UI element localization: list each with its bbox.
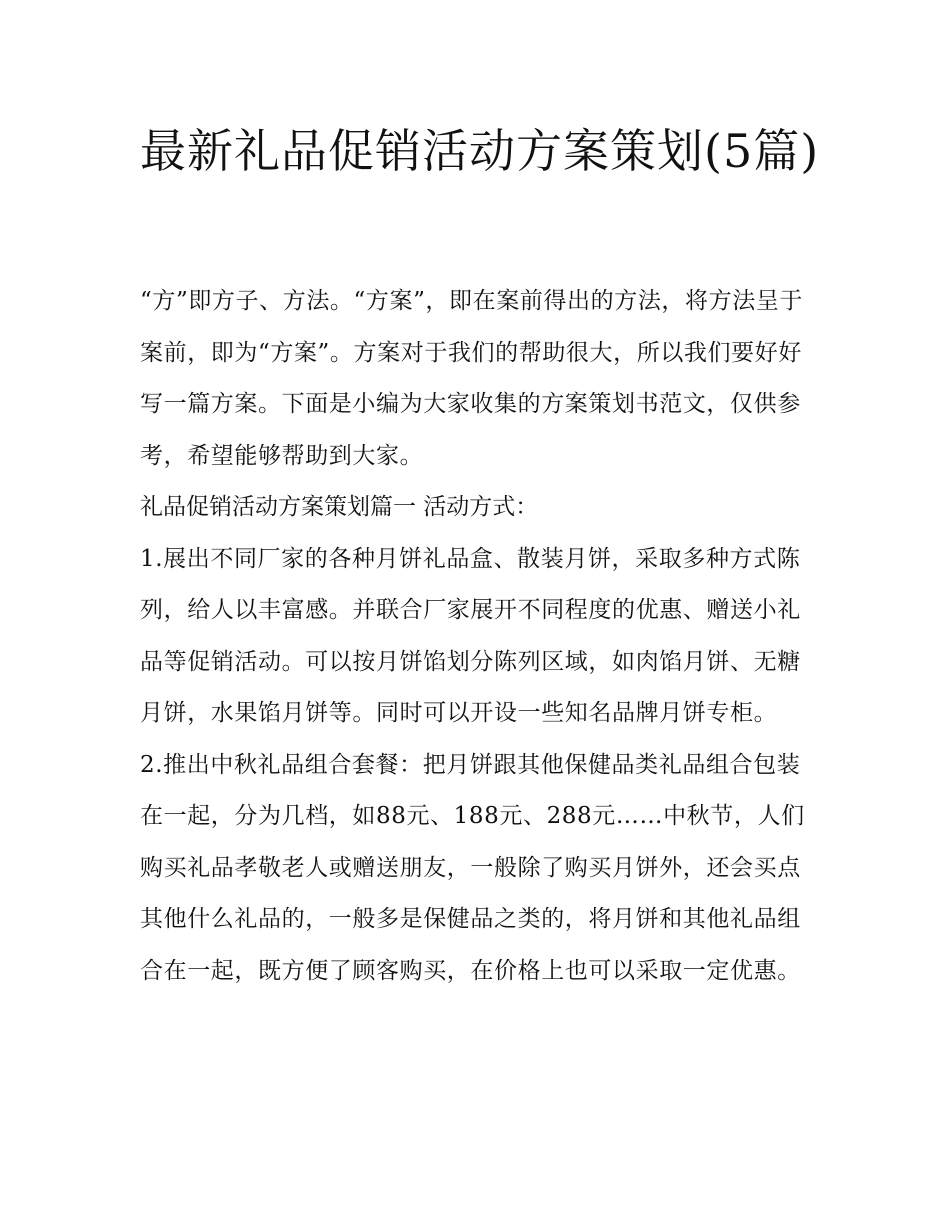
document-body <box>140 276 815 997</box>
document-title: 最新礼品促销活动方案策划(5篇) <box>140 124 820 178</box>
intro-paragraph: “方”即方子、方法。“方案”，即在案前得出的方法，将方法呈于案前，即为“方案”。方案对于我们的帮助很大，所以我们要好好写一篇方案。下面是小编为大家收集的方案策划书范文，仅供参考，希望能够帮助到大家。 <box>140 288 804 469</box>
list-item-1: 1.展出不同厂家的各种月饼礼品盒、散装月饼，采取多种方式陈列，给人以丰富感。并联合厂家展开不同程度的优惠、赠送小礼品等促销活动。可以按月饼馅划分陈列区域，如肉馅月饼、无糖月饼，水果馅月饼等。同时可以开设一些知名品牌月饼专柜。 <box>140 545 801 726</box>
section-heading: 礼品促销活动方案策划篇一 活动方式： <box>140 494 539 520</box>
list-item-2: 2.推出中秋礼品组合套餐：把月饼跟其他保健品类礼品组合包装在一起，分为几档，如88元、188元、288元……中秋节，人们购买礼品孝敬老人或赠送朋友，一般除了购买月饼外，还会买点其他什么礼品的，一般多是保健品之类的，将月饼和其他礼品组合在一起，既方便了顾客购买，在价格上也可以采取一定优惠。 <box>140 751 805 984</box>
